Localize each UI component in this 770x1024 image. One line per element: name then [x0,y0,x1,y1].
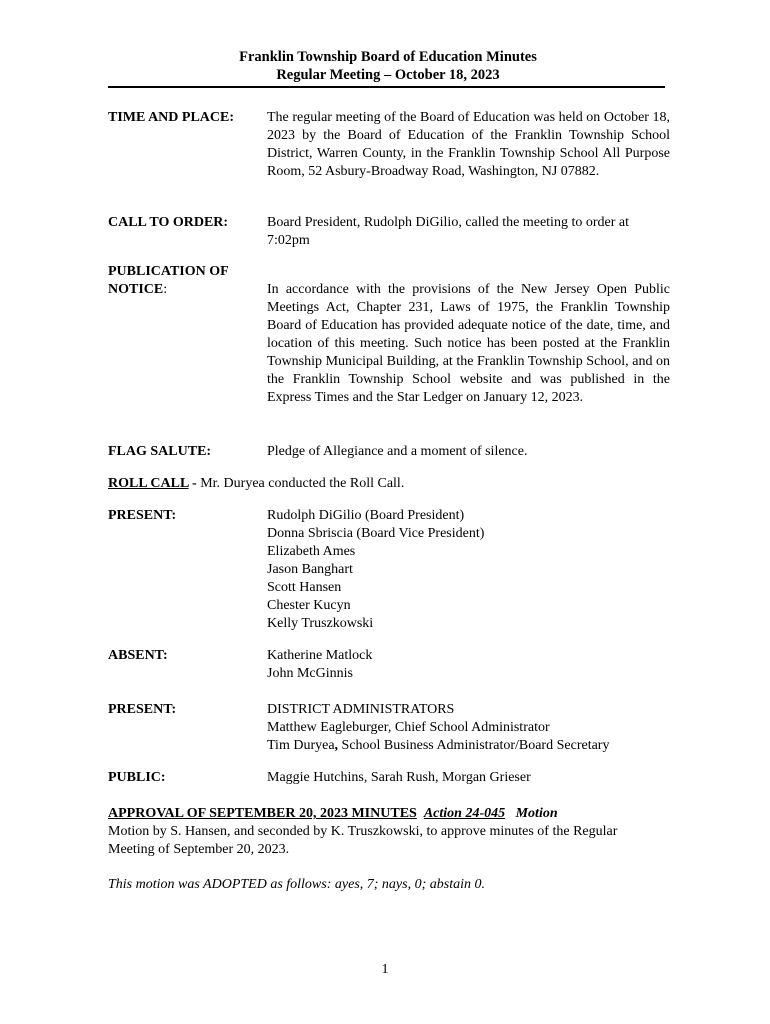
public-text: Maggie Hutchins, Sarah Rush, Morgan Grieser [267,770,531,785]
approval-heading-line [108,805,670,823]
list-item: Rudolph DiGilio (Board President) [267,508,465,523]
administrator-line-1: Matthew Eagleburger, Chief School Administrator [267,720,550,735]
time-place-text: The regular meeting of the Board of Education was held on October 18, 2023 by the Board of Education of the Franklin Township School District, Warren County, in the Franklin Township School All Purpose Room, 52 Asbury-Broadway Road, Washington, NJ 07882. [267,110,670,179]
administrators-list [267,701,670,755]
flag-salute-label: FLAG SALUTE: [108,444,212,459]
approval-action: Action 24-045 [423,806,506,821]
publication-label-line-1: PUBLICATION OF [108,264,229,279]
call-to-order-text [267,214,670,250]
time-place-label: TIME AND PLACE: [108,110,235,125]
roll-call-dash: - [188,476,201,491]
approval-motion-line-2: Meeting of September 20, 2023. [108,842,290,857]
approval-result: This motion was ADOPTED as follows: ayes, 7; nays, 0; abstain 0. [108,877,485,892]
document-title [108,48,668,84]
call-to-order-line-2: 7:02pm [267,233,310,248]
administrators-heading: DISTRICT ADMINISTRATORS [267,702,455,717]
publication-label-colon: : [163,282,168,297]
list-item: Jason Banghart [267,562,353,577]
approval-section [108,805,670,859]
list-item: John McGinnis [267,666,353,681]
roll-call-text: Mr. Duryea conducted the Roll Call. [200,476,405,491]
absent-label: ABSENT: [108,648,168,663]
approval-heading: APPROVAL OF SEPTEMBER 20, 2023 MINUTES [108,806,417,821]
present-label: PRESENT: [108,508,177,523]
flag-salute-text: Pledge of Allegiance and a moment of silence. [267,444,528,459]
present-list [267,507,670,633]
list-item: Kelly Truszkowski [267,616,374,631]
list-item: Katherine Matlock [267,648,373,663]
absent-list [267,647,670,683]
title-line-1: Franklin Township Board of Education Minutes [239,49,537,65]
roll-call-line [108,475,670,493]
title-line-2: Regular Meeting – October 18, 2023 [276,67,500,83]
list-item: Scott Hansen [267,580,342,595]
publication-text: In accordance with the provisions of the New Jersey Open Public Meetings Act, Chapter 231, Laws of 1975, the Franklin Township Board of Education has provided adequate notice of the date, time, and location of this meeting. Such notice has been posted at the Franklin Township Municipal Building, at the Franklin Township School, and on the Franklin Township School website and was published in the Express Times and the Star Ledger on January 12, 2023. [267,282,670,405]
approval-motion-line-1: Motion by S. Hansen, and seconded by K. Truszkowski, to approve minutes of the Regular [108,824,618,839]
administrator-line-2: Tim Duryea, School Business Administrator/Board Secretary [267,738,610,753]
page-number: 1 [381,962,389,977]
call-to-order-label: CALL TO ORDER: [108,215,229,230]
administrators-label: PRESENT: [108,702,177,717]
publication-label-line-2: NOTICE [108,282,164,297]
public-label: PUBLIC: [108,770,166,785]
list-item: Chester Kucyn [267,598,351,613]
roll-call-heading: ROLL CALL [108,476,189,491]
approval-motion-word: Motion [515,806,558,821]
call-to-order-line-1: Board President, Rudolph DiGilio, called the meeting to order at [267,215,629,230]
list-item: Donna Sbriscia (Board Vice President) [267,526,485,541]
title-underline [108,86,665,88]
publication-label [108,263,258,299]
list-item: Elizabeth Ames [267,544,356,559]
